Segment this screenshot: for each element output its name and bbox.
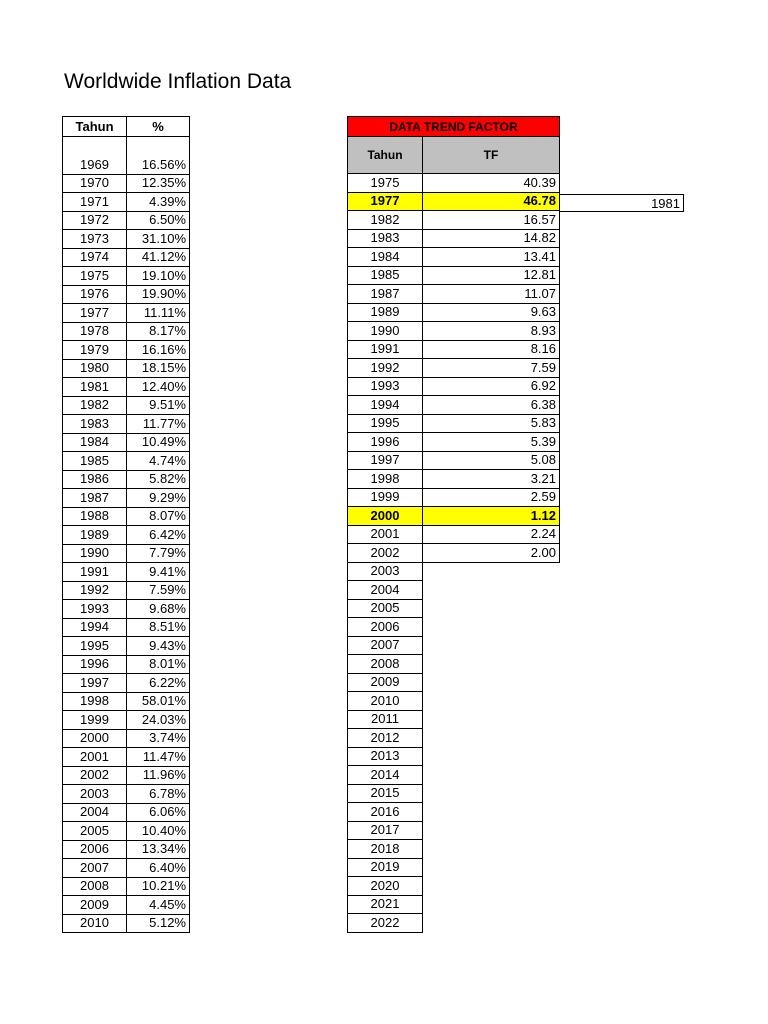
table-row — [348, 192, 560, 211]
table-row — [348, 581, 560, 600]
percent-cell: 16.56% — [127, 156, 190, 174]
percent-cell: 6.40% — [127, 859, 190, 878]
table-row — [348, 414, 560, 433]
tf-cell: 5.08 — [423, 451, 560, 470]
year-cell: 1994 — [63, 618, 127, 637]
table-row — [63, 563, 190, 582]
percent-cell: 13.34% — [127, 840, 190, 859]
year-cell: 1973 — [63, 230, 127, 249]
percent-cell: 4.39% — [127, 193, 190, 212]
percent-cell: 5.82% — [127, 470, 190, 489]
table-row — [63, 452, 190, 471]
percent-cell: 12.35% — [127, 174, 190, 193]
table-row — [348, 877, 560, 896]
year-cell: 2009 — [63, 896, 127, 915]
table-row — [348, 266, 560, 285]
year-cell: 2020 — [348, 877, 423, 896]
year-cell: 1985 — [63, 452, 127, 471]
year-cell: 2003 — [348, 562, 423, 581]
table-row — [348, 858, 560, 877]
percent-cell: 41.12% — [127, 248, 190, 267]
table-row — [63, 248, 190, 267]
percent-cell: 7.59% — [127, 581, 190, 600]
empty-cell — [423, 766, 560, 785]
year-cell: 1993 — [348, 377, 423, 396]
table-row — [63, 433, 190, 452]
table-row — [63, 822, 190, 841]
table-row — [348, 636, 560, 655]
table-row — [63, 507, 190, 526]
year-cell: 1983 — [63, 415, 127, 434]
table-row — [63, 267, 190, 286]
table-row — [63, 285, 190, 304]
percent-cell: 8.01% — [127, 655, 190, 674]
year-cell: 1970 — [63, 174, 127, 193]
year-cell: 2012 — [348, 729, 423, 748]
table-row — [63, 618, 190, 637]
percent-cell: 19.10% — [127, 267, 190, 286]
year-cell: 1981 — [63, 378, 127, 397]
table-row — [348, 766, 560, 785]
year-cell: 2004 — [348, 581, 423, 600]
year-cell: 2022 — [348, 914, 423, 933]
year-cell: 2001 — [348, 525, 423, 544]
empty-cell — [423, 599, 560, 618]
year-cell: 2015 — [348, 784, 423, 803]
table-row — [63, 174, 190, 193]
empty-cell — [423, 803, 560, 822]
year-cell: 2003 — [63, 785, 127, 804]
year-cell: 1988 — [63, 507, 127, 526]
table-row — [63, 526, 190, 545]
table-row — [63, 489, 190, 508]
table-row — [63, 230, 190, 249]
percent-cell: 11.47% — [127, 748, 190, 767]
table-row — [348, 544, 560, 563]
percent-cell: 8.07% — [127, 507, 190, 526]
table-row — [63, 914, 190, 933]
year-cell: 1999 — [348, 488, 423, 507]
percent-cell: 6.06% — [127, 803, 190, 822]
percent-cell: 5.12% — [127, 914, 190, 933]
year-cell: 2002 — [348, 544, 423, 563]
percent-cell: 7.79% — [127, 544, 190, 563]
percent-cell: 4.74% — [127, 452, 190, 471]
percent-cell: 6.50% — [127, 211, 190, 230]
year-cell: 2019 — [348, 858, 423, 877]
tf-cell: 2.59 — [423, 488, 560, 507]
table-row — [348, 451, 560, 470]
table-row — [63, 711, 190, 730]
table-row — [348, 248, 560, 267]
percent-cell: 10.49% — [127, 433, 190, 452]
year-cell: 1999 — [63, 711, 127, 730]
tf-cell: 8.93 — [423, 322, 560, 341]
tf-cell: 12.81 — [423, 266, 560, 285]
year-cell: 2004 — [63, 803, 127, 822]
year-cell: 1990 — [348, 322, 423, 341]
trend-factor-table — [347, 116, 560, 933]
table-row — [63, 674, 190, 693]
empty-cell — [423, 581, 560, 600]
empty-cell — [423, 655, 560, 674]
trend-header-tf: TF — [423, 137, 560, 174]
table-row — [348, 303, 560, 322]
table-row — [63, 359, 190, 378]
empty-cell — [423, 747, 560, 766]
percent-cell: 9.41% — [127, 563, 190, 582]
table-row — [63, 193, 190, 212]
year-cell: 1979 — [63, 341, 127, 360]
table-row — [63, 415, 190, 434]
tf-cell: 46.78 — [423, 192, 560, 211]
side-value-cell: 1981 — [560, 194, 684, 212]
table-row — [63, 877, 190, 896]
table-row — [63, 655, 190, 674]
table-row — [63, 840, 190, 859]
year-cell: 2000 — [63, 729, 127, 748]
percent-cell: 24.03% — [127, 711, 190, 730]
column-header-percent: % — [127, 117, 190, 137]
page-title: Worldwide Inflation Data — [64, 70, 292, 93]
year-cell: 1997 — [63, 674, 127, 693]
table-row — [348, 821, 560, 840]
year-cell: 2008 — [63, 877, 127, 896]
percent-cell: 6.42% — [127, 526, 190, 545]
percent-cell: 31.10% — [127, 230, 190, 249]
table-row — [348, 692, 560, 711]
table-row — [63, 729, 190, 748]
percent-cell: 9.51% — [127, 396, 190, 415]
year-cell: 2018 — [348, 840, 423, 859]
year-cell: 2021 — [348, 895, 423, 914]
percent-cell: 3.74% — [127, 729, 190, 748]
year-cell: 1997 — [348, 451, 423, 470]
year-cell: 2010 — [63, 914, 127, 933]
year-cell: 2009 — [348, 673, 423, 692]
table-row — [348, 562, 560, 581]
table-row — [63, 396, 190, 415]
year-cell: 2007 — [63, 859, 127, 878]
table-row — [63, 156, 190, 174]
table-row — [348, 914, 560, 933]
table-row — [348, 322, 560, 341]
year-cell: 1993 — [63, 600, 127, 619]
year-cell: 2011 — [348, 710, 423, 729]
percent-cell: 10.21% — [127, 877, 190, 896]
table-row — [348, 377, 560, 396]
table-row — [63, 304, 190, 323]
tf-cell: 6.38 — [423, 396, 560, 415]
table-row — [348, 470, 560, 489]
year-cell: 1998 — [63, 692, 127, 711]
table-row — [348, 285, 560, 304]
table-row — [63, 766, 190, 785]
table-row — [63, 785, 190, 804]
table-row — [348, 488, 560, 507]
year-cell: 1984 — [63, 433, 127, 452]
empty-cell — [423, 692, 560, 711]
tf-cell: 5.83 — [423, 414, 560, 433]
year-cell: 1986 — [63, 470, 127, 489]
table-row — [63, 341, 190, 360]
percent-cell: 11.77% — [127, 415, 190, 434]
percent-cell: 19.90% — [127, 285, 190, 304]
year-cell: 2005 — [63, 822, 127, 841]
percent-cell: 9.68% — [127, 600, 190, 619]
table-row — [63, 378, 190, 397]
table-row — [63, 544, 190, 563]
table-row — [63, 581, 190, 600]
year-cell: 2014 — [348, 766, 423, 785]
table-row — [348, 525, 560, 544]
tf-cell: 16.57 — [423, 211, 560, 230]
tf-cell: 6.92 — [423, 377, 560, 396]
year-cell: 1987 — [348, 285, 423, 304]
year-cell: 1987 — [63, 489, 127, 508]
percent-cell: 4.45% — [127, 896, 190, 915]
empty-cell — [423, 877, 560, 896]
year-cell: 1992 — [348, 359, 423, 378]
empty-cell — [423, 784, 560, 803]
year-cell: 1983 — [348, 229, 423, 248]
year-cell: 1980 — [63, 359, 127, 378]
table-row — [348, 211, 560, 230]
tf-cell: 2.00 — [423, 544, 560, 563]
table-row — [348, 710, 560, 729]
year-cell: 2001 — [63, 748, 127, 767]
year-cell: 1984 — [348, 248, 423, 267]
year-cell: 1969 — [63, 156, 127, 174]
year-cell: 1995 — [63, 637, 127, 656]
table-row — [63, 896, 190, 915]
empty-cell — [423, 562, 560, 581]
empty-cell — [423, 821, 560, 840]
empty-cell — [423, 914, 560, 933]
year-cell: 1978 — [63, 322, 127, 341]
year-cell: 1977 — [63, 304, 127, 323]
year-cell: 1996 — [63, 655, 127, 674]
tf-cell: 9.63 — [423, 303, 560, 322]
table-row — [348, 396, 560, 415]
year-cell: 1998 — [348, 470, 423, 489]
tf-cell: 5.39 — [423, 433, 560, 452]
year-cell: 1990 — [63, 544, 127, 563]
table-row — [348, 359, 560, 378]
table-row — [63, 859, 190, 878]
year-cell: 2013 — [348, 747, 423, 766]
tf-cell: 14.82 — [423, 229, 560, 248]
empty-cell — [423, 895, 560, 914]
table-row — [348, 895, 560, 914]
year-cell: 1975 — [63, 267, 127, 286]
table-row — [63, 322, 190, 341]
percent-cell: 9.29% — [127, 489, 190, 508]
table-row — [63, 470, 190, 489]
inflation-table — [62, 116, 190, 933]
tf-cell: 8.16 — [423, 340, 560, 359]
percent-cell: 11.96% — [127, 766, 190, 785]
empty-cell — [423, 636, 560, 655]
percent-cell: 11.11% — [127, 304, 190, 323]
year-cell: 1974 — [63, 248, 127, 267]
table-row — [63, 600, 190, 619]
table-row — [348, 507, 560, 526]
year-cell: 2007 — [348, 636, 423, 655]
year-cell: 2006 — [348, 618, 423, 637]
year-cell: 1985 — [348, 266, 423, 285]
year-cell: 2017 — [348, 821, 423, 840]
table-row — [348, 784, 560, 803]
table-row — [348, 655, 560, 674]
column-header-year: Tahun — [63, 117, 127, 137]
percent-cell: 16.16% — [127, 341, 190, 360]
year-cell: 1971 — [63, 193, 127, 212]
tf-cell: 11.07 — [423, 285, 560, 304]
table-row — [348, 840, 560, 859]
year-cell: 1994 — [348, 396, 423, 415]
empty-cell — [423, 710, 560, 729]
year-cell: 1982 — [63, 396, 127, 415]
percent-cell: 18.15% — [127, 359, 190, 378]
tf-cell: 2.24 — [423, 525, 560, 544]
year-cell: 2002 — [63, 766, 127, 785]
percent-cell: 10.40% — [127, 822, 190, 841]
year-cell: 1977 — [348, 192, 423, 211]
empty-cell — [423, 729, 560, 748]
table-row — [348, 673, 560, 692]
table-row — [63, 637, 190, 656]
table-row — [348, 174, 560, 193]
year-cell: 1995 — [348, 414, 423, 433]
year-cell: 2000 — [348, 507, 423, 526]
year-cell: 1996 — [348, 433, 423, 452]
percent-cell: 8.51% — [127, 618, 190, 637]
empty-cell — [423, 618, 560, 637]
percent-cell: 8.17% — [127, 322, 190, 341]
year-cell: 1991 — [348, 340, 423, 359]
table-row — [63, 803, 190, 822]
empty-cell — [423, 673, 560, 692]
year-cell: 1989 — [63, 526, 127, 545]
year-cell: 1991 — [63, 563, 127, 582]
percent-cell: 12.40% — [127, 378, 190, 397]
year-cell: 1982 — [348, 211, 423, 230]
year-cell: 1989 — [348, 303, 423, 322]
year-cell: 1976 — [63, 285, 127, 304]
year-cell: 1975 — [348, 174, 423, 193]
trend-banner: DATA TREND FACTOR — [348, 117, 560, 137]
table-row — [63, 211, 190, 230]
table-row — [63, 692, 190, 711]
table-row — [348, 618, 560, 637]
tf-cell: 13.41 — [423, 248, 560, 267]
table-row — [348, 747, 560, 766]
spacer-row — [63, 137, 190, 157]
percent-cell: 6.78% — [127, 785, 190, 804]
percent-cell: 58.01% — [127, 692, 190, 711]
year-cell: 2008 — [348, 655, 423, 674]
year-cell: 2006 — [63, 840, 127, 859]
tf-cell: 3.21 — [423, 470, 560, 489]
empty-cell — [423, 858, 560, 877]
table-row — [348, 729, 560, 748]
tf-cell: 40.39 — [423, 174, 560, 193]
year-cell: 1992 — [63, 581, 127, 600]
year-cell: 2016 — [348, 803, 423, 822]
year-cell: 2010 — [348, 692, 423, 711]
year-cell: 2005 — [348, 599, 423, 618]
table-row — [348, 803, 560, 822]
trend-header-year: Tahun — [348, 137, 423, 174]
empty-cell — [423, 840, 560, 859]
table-row — [348, 340, 560, 359]
table-row — [63, 748, 190, 767]
percent-cell: 9.43% — [127, 637, 190, 656]
tf-cell: 1.12 — [423, 507, 560, 526]
year-cell: 1972 — [63, 211, 127, 230]
table-row — [348, 599, 560, 618]
percent-cell: 6.22% — [127, 674, 190, 693]
table-row — [348, 229, 560, 248]
table-row — [348, 433, 560, 452]
tf-cell: 7.59 — [423, 359, 560, 378]
